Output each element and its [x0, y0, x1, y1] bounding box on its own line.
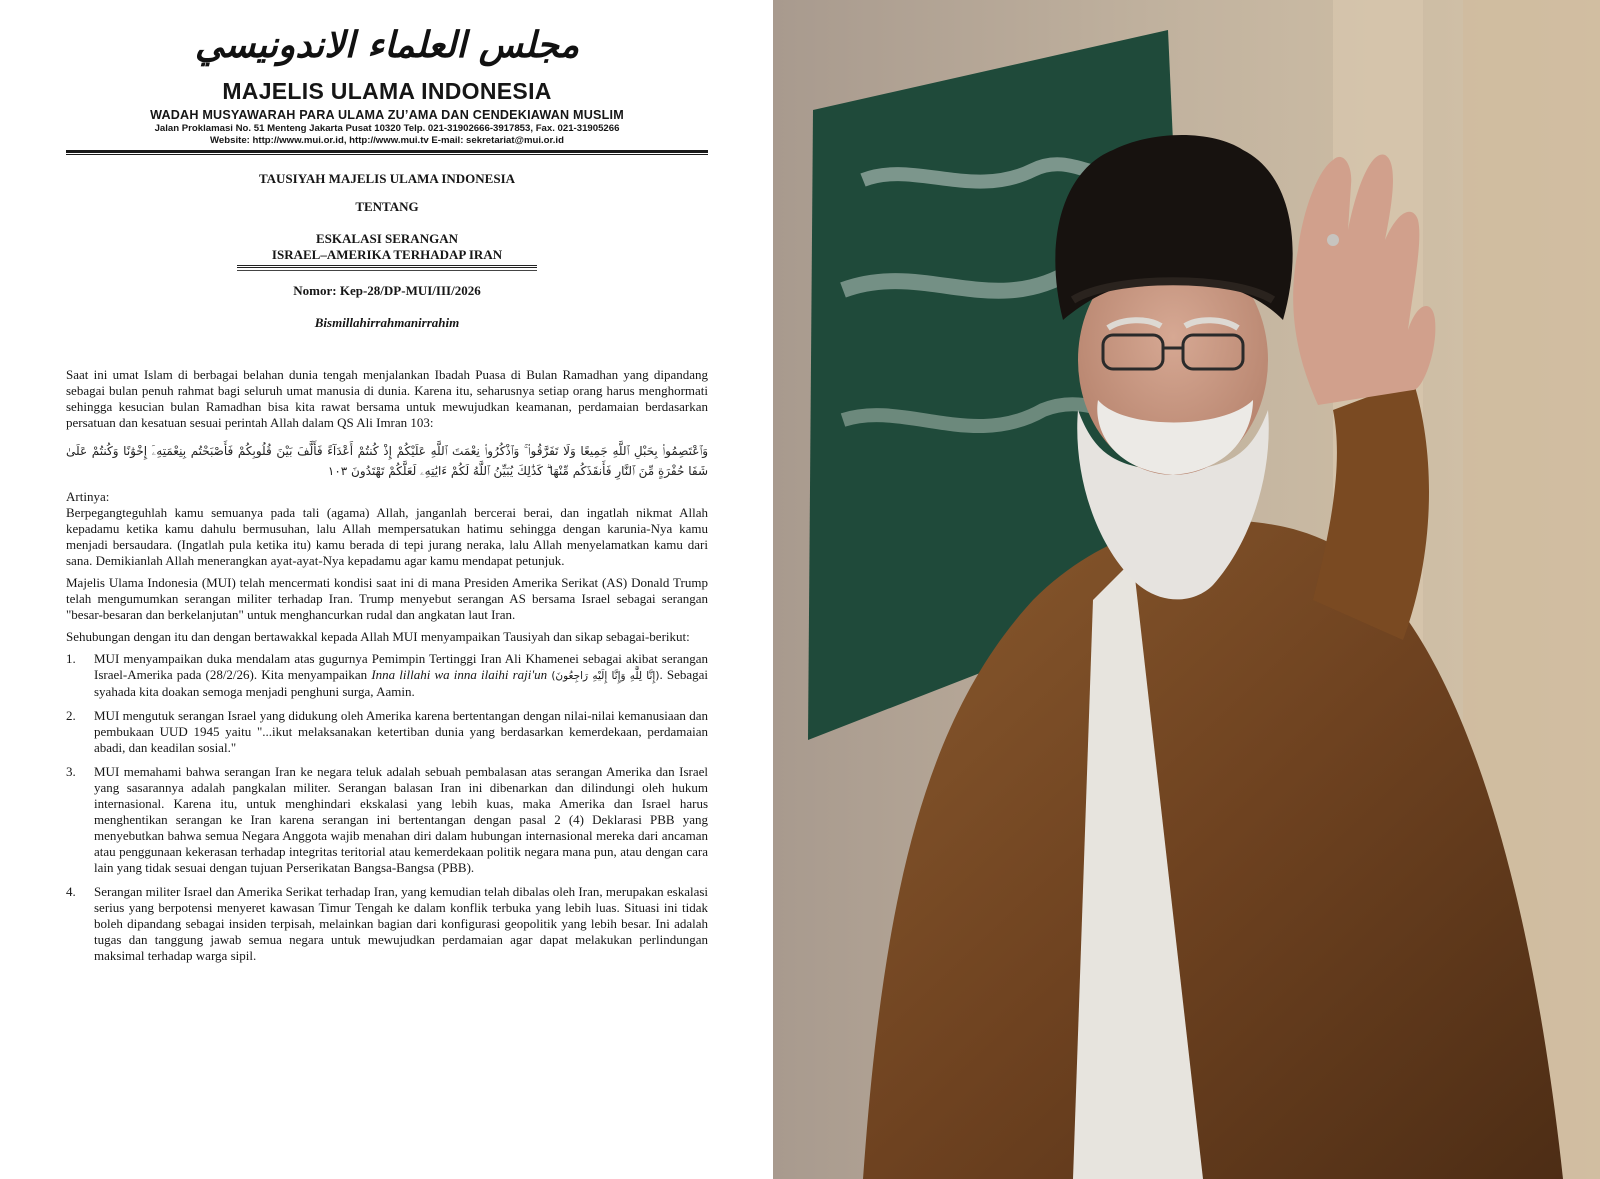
point-arabic-phrase: (إِنَّا لِلَّٰهِ وَإِنَّا إِلَيْهِ رَاجِعُونَ): [551, 670, 660, 682]
org-address: Jalan Proklamasi No. 51 Menteng Jakarta Pusat 10320 Telp. 021-31902666-3917853, Fax. 021-31905266: [154, 123, 620, 134]
document-body: [66, 367, 708, 964]
title-rule: [237, 265, 537, 268]
document-title-tentang: TENTANG: [355, 199, 419, 214]
tausiyah-document: [0, 0, 766, 1179]
mui-observation-paragraph: Majelis Ulama Indonesia (MUI) telah mencermati kondisi saat ini di mana Presiden Amerika Serikat (AS) Donald Trump telah mengumumkan serangan militer terhadap Iran. Trump menyebut serangan AS bersama Israel sebagai serangan "besar-besaran dan berkelanjutan" untuk menghancurkan rudal dan angkatan laut Iran.: [66, 575, 708, 622]
org-website-email: Website: http://www.mui.or.id, http://www.mui.tv E-mail: sekretariat@mui.or.id: [210, 135, 564, 146]
photo-illustration: [773, 0, 1600, 1179]
point-text: MUI menyampaikan duka mendalam atas gugurnya Pemimpin Tertinggi Iran Ali Khamenei sebagai akibat serangan Israel-Amerika pada (28/2/26). Kita menyampaikan: [94, 651, 708, 682]
document-titles: [66, 171, 708, 299]
point-text: MUI memahami bahwa serangan Iran ke negara teluk adalah sebuah pembalasan atas serangan Amerika dan Israel yang sasarannya adalah pangkalan militer. Serangan balasan Iran ini dibenarkan dan dilindungi oleh hukum internasional. Karena itu, untuk menghindari ekskalasi yang lebih kuas, maka Amerika dan Israel harus menghentikan serangan ke Iran karena serangan ini bertentangan dengan pasal 2 (4) Deklarasi PBB yang menyebutkan bahwa semua Negara Anggota wajib menahan diri dalam hubungan internasional mereka dari ancaman atau penggunaan kekerasan terhadap integritas teritorial atau kemerdekaan politik negara mana pun, atau dengan cara lain yang tidak sesuai dengan tujuan Perserikatan Bangsa-Bangsa (PBB).: [94, 764, 708, 875]
org-tagline: WADAH MUSYAWARAH PARA ULAMA ZU’AMA DAN CENDEKIAWAN MUSLIM: [150, 108, 624, 122]
document-subject-line-1: ESKALASI SERANGAN: [316, 231, 458, 246]
point-item: [66, 764, 708, 876]
point-item: [66, 708, 708, 756]
document-subject-line-2: ISRAEL–AMERIKA TERHADAP IRAN: [271, 247, 503, 262]
document-title: TAUSIYAH MAJELIS ULAMA INDONESIA: [258, 171, 516, 186]
point-number: 2.: [66, 708, 76, 723]
point-number: 4.: [66, 884, 76, 899]
document-number: Nomor: Kep-28/DP-MUI/III/2026: [293, 283, 481, 298]
point-text-cont: . Sebagai syahada kita doakan semoga menjadi penghuni surga, Aamin.: [94, 667, 709, 699]
quran-verse: وَٱعْتَصِمُوا۟ بِحَبْلِ ٱللَّهِ جَمِيعًا وَلَا تَفَرَّقُوا۟ ۚ وَٱذْكُرُوا۟ نِعْمَتَ ٱللَّهِ عَلَيْكُمْ إِذْ كُنتُمْ أَعْدَآءً فَأَلَّفَ بَيْنَ قُلُوبِكُمْ فَأَصْبَحْتُم بِنِعْمَتِهِۦٓ إِخْوَٰنًا وَكُنتُمْ عَلَىٰ شَفَا حُفْرَةٍ مِّنَ ٱلنَّارِ فَأَنقَذَكُم مِّنْهَا ۗ كَذَٰلِكَ يُبَيِّنُ ٱللَّهُ لَكُمْ ءَايَٰتِهِۦ لَعَلَّكُمْ تَهْتَدُونَ ١٠٣: [66, 444, 708, 478]
intro-paragraph: Saat ini umat Islam di berbagai belahan dunia tengah menjalankan Ibadah Puasa di Bulan Ramadhan yang dipandang sebagai bulan penuh rahmat bagi seluruh umat manusia di dunia. Karena itu, seharusnya setiap orang harus menghormati sehingga kesucian bulan Ramadhan bisa kita rawat bersama untuk mewujudkan keamanan, perdamaian berdasarkan persatuan dan kesatuan sesuai perintah Allah dalam QS Ali Imran 103:: [66, 367, 708, 430]
document-content: [66, 22, 708, 972]
title-rule-thin: [237, 270, 537, 271]
point-text: MUI mengutuk serangan Israel yang didukung oleh Amerika karena bertentangan dengan nilai-nilai kemanusiaan dan pembukaan UUD 1945 yaitu "...ikut melaksanakan ketertiban dunia yang berdasarkan kemerdekaan, perdamaian abadi, dan keadilan sosial.": [94, 708, 708, 755]
letterhead-divider: [66, 150, 708, 153]
letterhead: [66, 22, 708, 155]
tausiyah-points: [66, 651, 708, 964]
point-item: [66, 651, 708, 700]
stance-paragraph: Sehubungan dengan itu dan dengan bertawakkal kepada Allah MUI menyampaikan Tausiyah dan sikap sebagai-berikut:: [66, 629, 690, 644]
arabic-calligraphy-logo: مجلس العلماء الاندونيسي: [194, 24, 580, 66]
ring: [1327, 234, 1339, 246]
point-text: Serangan militer Israel dan Amerika Serikat terhadap Iran, yang kemudian telah dibalas oleh Iran, merupakan eskalasi serius yang berpotensi menyeret kawasan Timur Tengah ke dalam konflik terbuka yang lebih luas. Situasi ini tidak boleh dipandang sebagai insiden terpisah, melainkan bagian dari konfigurasi geopolitik yang lebih besar. Ini adalah tugas dan tanggung jawab semua negara untuk mewujudkan perdamaian agar dapat melakukan perlindungan maksimal terhadap warga sipil.: [94, 884, 709, 963]
bismillah: Bismillahirrahmanirrahim: [314, 315, 460, 330]
point-number: 1.: [66, 651, 76, 666]
point-item: [66, 884, 708, 964]
point-number: 3.: [66, 764, 76, 779]
khamenei-photo: [773, 0, 1600, 1179]
meaning-paragraph: Berpegangteguhlah kamu semuanya pada tali (agama) Allah, janganlah bercerai berai, dan ingatlah nikmat Allah kepadamu ketika kamu dahulu bermusuhan, lalu Allah mempersatukan hatimu sehingga dengan karunia-Nya kamu menjadi bersaudara. (Ingatlah pula ketika itu) kamu berada di tepi jurang neraka, lalu Allah menyelamatkan kamu dari sana. Demikianlah Allah menerangkan ayat-ayat-Nya kepadamu agar kamu mendapat petunjuk.: [66, 505, 708, 568]
point-italic-phrase: Inna lillahi wa inna ilaihi raji'un: [371, 667, 548, 682]
letterhead-divider-thin: [66, 154, 708, 155]
org-name: MAJELIS ULAMA INDONESIA: [222, 78, 552, 104]
meaning-label: Artinya:: [66, 489, 110, 504]
